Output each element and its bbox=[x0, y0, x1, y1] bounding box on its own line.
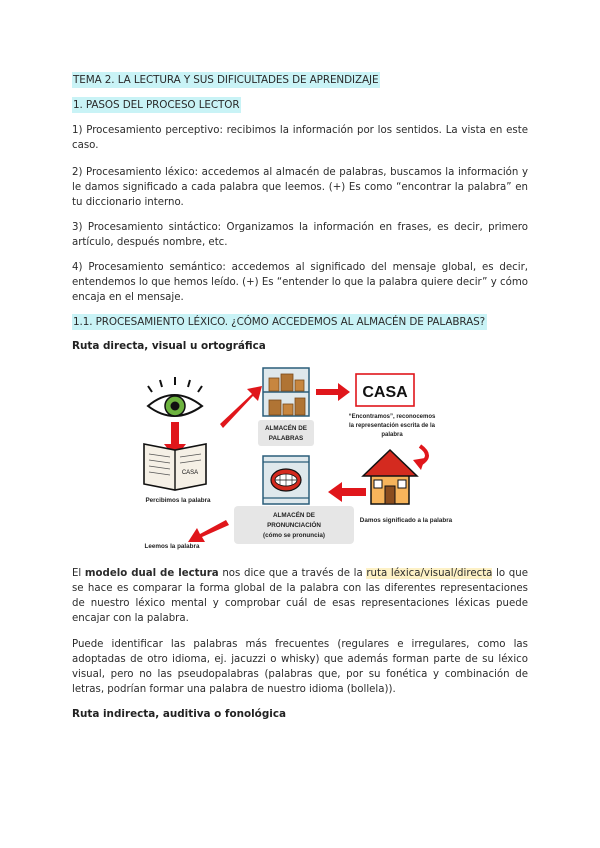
label-damos: Damos significado a la palabra bbox=[359, 517, 453, 524]
subheading-ruta-indirecta: Ruta indirecta, auditiva o fonológica bbox=[72, 708, 286, 720]
paragraph-modelo-dual bbox=[72, 566, 528, 626]
label-almacen-palabras-line1: ALMACÉN DE bbox=[265, 425, 307, 432]
label-almacen-pron-line1: ALMACÉN DE bbox=[273, 512, 315, 519]
house-icon bbox=[363, 450, 417, 504]
arrow-to-leemos bbox=[188, 520, 229, 542]
label-box-almacen-palabras bbox=[258, 420, 314, 446]
casa-word: CASA bbox=[362, 384, 408, 401]
paragraph-semantico: 4) Procesamiento semántico: accedemos al significado del mensaje global, es decir, entendemos lo que hemos leído. (+) Es “entender lo que la palabra quiere decir” y cómo encaja en el mensaje. bbox=[72, 262, 528, 303]
modelo-text-1: El bbox=[72, 568, 85, 579]
paragraph-sintactico: 3) Procesamiento sintáctico: Organizamos la información en frases, es decir, primero artículo, después nombre, etc. bbox=[72, 222, 528, 248]
label-leemos: Leemos la palabra bbox=[144, 543, 200, 550]
paragraph-puede-identificar: Puede identificar las palabras más frecuentes (regulares e irregulares, como las adoptadas de otro idioma, ej. jacuzzi o whisky) que además forman parte de su léxico visual, pero no las pseudopalabras (palabras que, por su fonética y combinación de letras, podrían formar una palabra de nuestro idioma (bollela)). bbox=[72, 639, 528, 695]
paragraph-lexico: 2) Procesamiento léxico: accedemos al almacén de palabras, buscamos la información y le damos significado a cada palabra que leemos. (+) Es como “encontrar la palabra” en tu diccionario interno. bbox=[72, 167, 528, 208]
label-almacen-pron-line2: PRONUNCIACIÓN bbox=[267, 522, 321, 529]
arrow-to-almacen-palabras bbox=[220, 386, 262, 428]
subheading-ruta-directa: Ruta directa, visual u ortográfica bbox=[72, 340, 266, 352]
document-title: TEMA 2. LA LECTURA Y SUS DIFICULTADES DE APRENDIZAJE bbox=[73, 74, 379, 86]
label-encontramos-line2: la representación escrita de la bbox=[348, 423, 436, 429]
arrow-to-almacen-pronunciacion bbox=[328, 482, 366, 502]
label-almacen-palabras-line2: PALABRAS bbox=[268, 435, 304, 442]
book-word: CASA bbox=[181, 470, 199, 476]
paragraph-perceptivo: 1) Procesamiento perceptivo: recibimos la información por los sentidos. La vista en este caso. bbox=[72, 125, 528, 151]
label-encontramos-line3: palabra bbox=[381, 432, 403, 438]
arrow-to-casa bbox=[316, 383, 350, 401]
label-almacen-pron-line3: (cómo se pronuncia) bbox=[263, 532, 325, 539]
ruta-directa-diagram bbox=[130, 362, 470, 556]
eye-icon bbox=[148, 377, 202, 416]
label-percibimos: Percibimos la palabra bbox=[145, 497, 211, 504]
book-icon bbox=[144, 444, 206, 490]
label-encontramos-line1: “Encontramos”, reconocemos bbox=[348, 414, 436, 420]
section-heading-lexico: 1.1. PROCESAMIENTO LÉXICO. ¿CÓMO ACCEDEMOS AL ALMACÉN DE PALABRAS? bbox=[73, 316, 486, 328]
shelf-pronunciacion-icon bbox=[263, 456, 309, 504]
modelo-bold: modelo dual de lectura bbox=[84, 568, 219, 579]
modelo-text-3: lo que se hace es comparar la forma global de la palabra con las diferentes representaciones de nuestro léxico mental y comprobar cuál de esas representaciones léxicas puede encajar con la palabra. bbox=[72, 568, 528, 624]
section-heading-pasos: 1. PASOS DEL PROCESO LECTOR bbox=[73, 99, 240, 111]
modelo-text-2: nos dice que a través de la bbox=[218, 568, 367, 579]
modelo-highlight: ruta léxica/visual/directa bbox=[366, 568, 493, 579]
shelf-palabras-icon bbox=[263, 368, 309, 416]
